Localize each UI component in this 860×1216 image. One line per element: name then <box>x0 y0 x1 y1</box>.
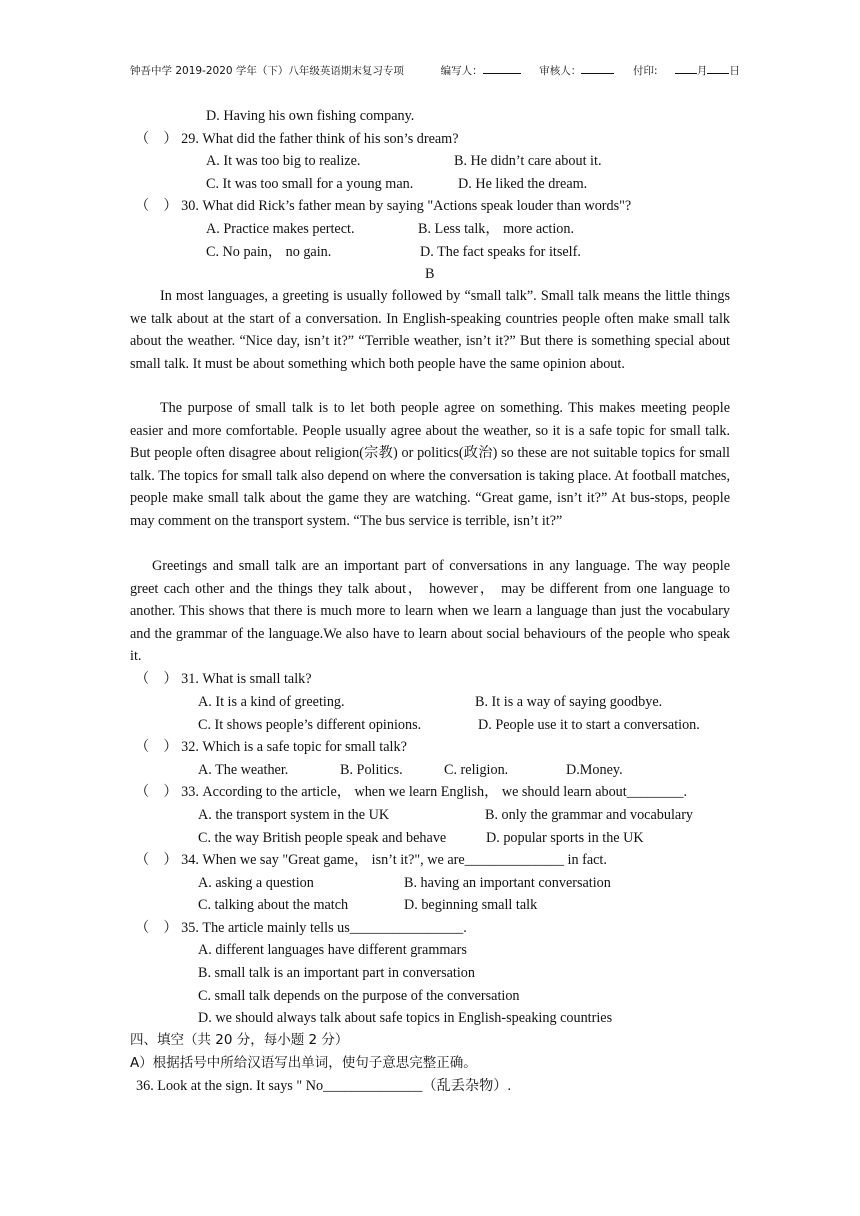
passage-paragraph-2: The purpose of small talk is to let both people agree on something. This makes meeting people easier and more comfortable. People usually agree about the weather, so it is a safe topic for small talk. But people often disagree about religion(宗教) or politics(政治) so these are not suitable topics for small talk. The topics for small talk also depend on where the conversation is taking place. At football matches, people make small talk about the game they are watching. “Great game, isn’t it?” At bus-stops, people may comment on the transport system. “The bus service is terrible, isn’t it?” <box>130 400 730 529</box>
q29-stem: 29. What did the father think of his son’s dream? <box>181 131 459 147</box>
q32-stem: 32. Which is a safe topic for small talk? <box>181 739 407 755</box>
editor-blank <box>483 63 521 74</box>
school-title: 钟吾中学 2019-2020 学年（下）八年级英语期末复习专项 <box>130 65 404 77</box>
day-label: 日 <box>729 65 740 77</box>
q32-option-b: B. Politics. <box>340 762 403 778</box>
q30-option-d: D. The fact speaks for itself. <box>420 244 581 260</box>
q33-option-b: B. only the grammar and vocabulary <box>485 807 694 823</box>
q30-option-b: B. Less talk， more action. <box>418 221 575 237</box>
q35-answer-paren: （ ） <box>135 920 178 936</box>
q30-question <box>135 197 631 215</box>
page-header <box>130 63 740 78</box>
q33-stem: 33. According to the article， when we learn English， we should learn about________. <box>181 784 688 800</box>
section-4-instruction: A）根据括号中所给汉语写出单词，使句子意思完整正确。 <box>130 1055 477 1071</box>
q34-question <box>135 851 607 869</box>
q34-answer-paren: （ ） <box>135 852 178 868</box>
q33-option-a: A. the transport system in the UK <box>198 807 390 823</box>
q33-option-d: D. popular sports in the UK <box>486 830 644 846</box>
day-blank <box>707 63 729 74</box>
reviewer-label: 审核人： <box>539 65 582 77</box>
section-4-title: 四、填空（共 20 分，每小题 2 分） <box>130 1032 349 1048</box>
passage-paragraph-1: In most languages, a greeting is usually followed by “small talk”. Small talk means the little things we talk about at the start of a conversation. In English-speaking countries people often make small talk about the weather. “Nice day, isn’t it?” “Terrible weather, isn’t it?” But there is something special about small talk. It must be about something which both people have the same opinion about. <box>130 288 730 372</box>
q32-option-d: D.Money. <box>566 762 623 778</box>
q32-option-c: C. religion. <box>444 762 509 778</box>
q31-answer-paren: （ ） <box>135 671 178 687</box>
q32-answer-paren: （ ） <box>135 739 178 755</box>
print-label: 付印: <box>632 65 658 77</box>
q35-option-b: B. small talk is an important part in conversation <box>198 965 475 981</box>
q35-stem: 35. The article mainly tells us________________. <box>181 920 467 936</box>
q34-option-a: A. asking a question <box>198 875 314 891</box>
q30-option-c: C. No pain， no gain. <box>206 244 332 260</box>
q31-option-d: D. People use it to start a conversation. <box>478 717 700 733</box>
q31-option-c: C. It shows people’s different opinions. <box>198 717 422 733</box>
q29-question <box>135 130 459 148</box>
q29-answer-paren: （ ） <box>135 131 178 147</box>
q31-option-a: A. It is a kind of greeting. <box>198 694 345 710</box>
q32-option-a: A. The weather. <box>198 762 289 778</box>
month-label: 月 <box>696 65 708 77</box>
q35-option-a: A. different languages have different grammars <box>198 942 467 958</box>
q31-question <box>135 670 312 688</box>
q32-question <box>135 738 407 756</box>
month-blank <box>675 63 697 74</box>
editor-label: 编写人： <box>440 65 483 77</box>
q29-option-a: A. It was too big to realize. <box>206 153 361 169</box>
passage-paragraph-3: Greetings and small talk are an important part of conversations in any language. The way people greet cach other and the things they talk about， however， may be different from one language to another. This shows that there is much more to learn when we learn a language than just the vocabulary and the grammar of the language.We also have to learn about social behaviours of the people who speak it. <box>130 558 730 664</box>
q31-option-b: B. It is a way of saying goodbye. <box>475 694 663 710</box>
q30-answer-paren: （ ） <box>135 198 178 214</box>
q31-stem: 31. What is small talk? <box>181 671 312 687</box>
q30-option-a: A. Practice makes pertect. <box>206 221 355 237</box>
q34-option-b: B. having an important conversation <box>404 875 611 891</box>
q29-option-d: D. He liked the dream. <box>458 176 588 192</box>
q29-option-c: C. It was too small for a young man. <box>206 176 414 192</box>
q35-option-c: C. small talk depends on the purpose of the conversation <box>198 988 520 1004</box>
reviewer-blank <box>581 63 614 74</box>
q29-option-b: B. He didn’t care about it. <box>454 153 602 169</box>
q28-option-d: D. Having his own fishing company. <box>206 108 415 124</box>
section-b-heading: B <box>425 266 435 282</box>
q35-question <box>135 919 467 937</box>
q34-stem: 34. When we say "Great game， isn’t it?", we are______________ in fact. <box>181 852 607 868</box>
q34-option-d: D. beginning small talk <box>404 897 538 913</box>
q33-question <box>135 783 687 801</box>
q30-stem: 30. What did Rick’s father mean by saying "Actions speak louder than words"? <box>181 198 632 214</box>
q36-sentence: 36. Look at the sign. It says " No______________（乱丢杂物）. <box>136 1078 512 1094</box>
q34-option-c: C. talking about the match <box>198 897 349 913</box>
q33-answer-paren: （ ） <box>135 784 178 800</box>
q35-option-d: D. we should always talk about safe topics in English-speaking countries <box>198 1010 613 1026</box>
q33-option-c: C. the way British people speak and behave <box>198 830 447 846</box>
